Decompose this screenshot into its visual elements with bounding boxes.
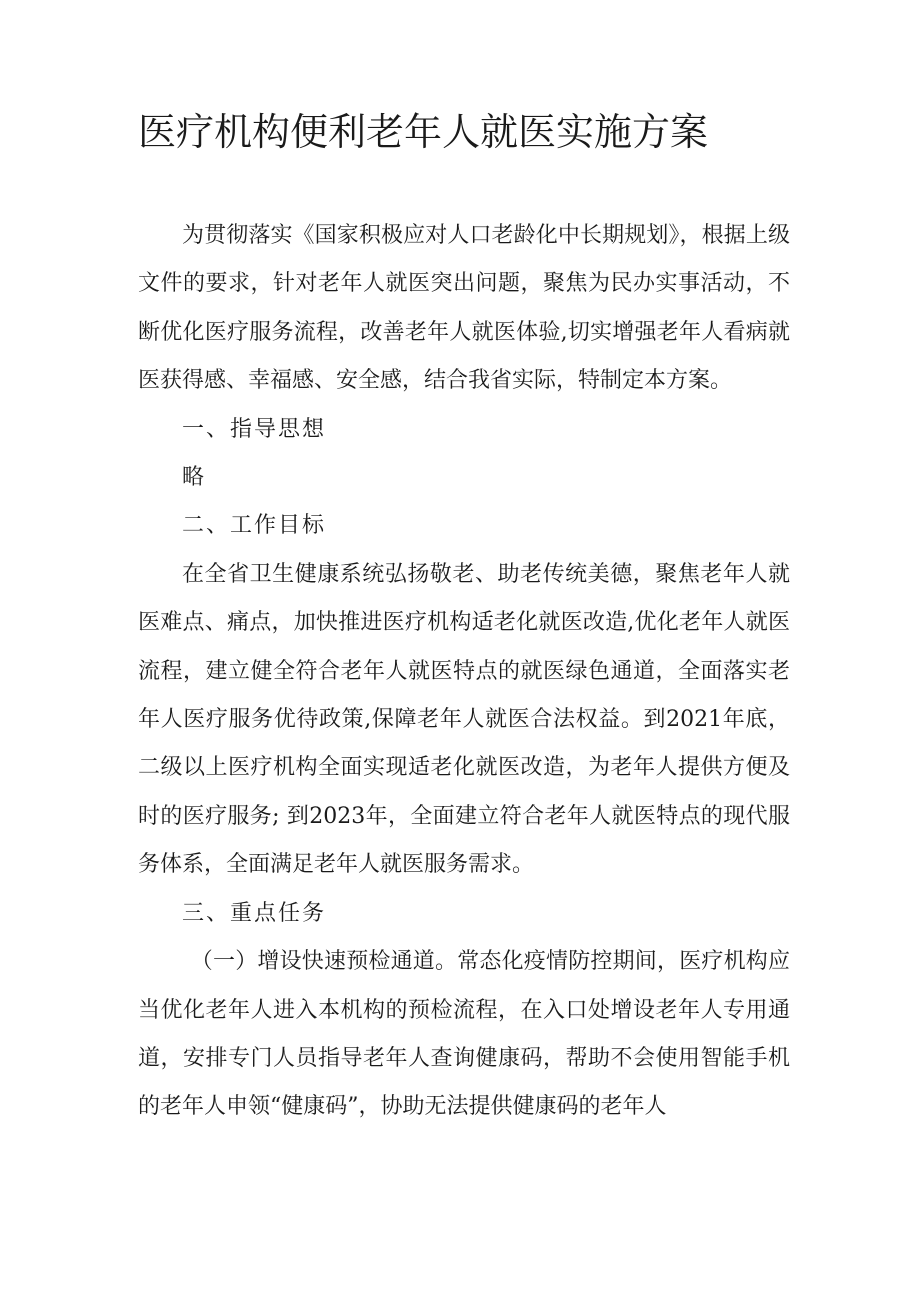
section-heading-key-tasks: 三、重点任务 xyxy=(182,900,327,926)
intro-paragraph: 为贯彻落实《国家积极应对人口老龄化中长期规划》，根据上级文件的要求，针对老年人就医突出问题，聚焦为民办实事活动，不断优化医疗服务流程，改善老年人就医体验,切实增强老年人看病就医获得感、幸福感、安全感，结合我省实际，特制定本方案。 xyxy=(138,223,790,394)
work-goals-paragraph: 在全省卫生健康系统弘扬敬老、助老传统美德，聚焦老年人就医难点、痛点，加快推进医疗机构适老化就医改造,优化老年人就医流程，建立健全符合老年人就医特点的就医绿色通道，全面落实老年人医疗服务优待政策,保障老年人就医合法权益。到2021年底，二级以上医疗机构全面实现适老化就医改造，为老年人提供方便及时的医疗服务; 到2023年，全面建立符合老年人就医特点的现代服务体系，全面满足老年人就医服务需求。 xyxy=(138,561,790,878)
section-heading-work-goals: 二、工作目标 xyxy=(182,513,327,539)
guiding-ideology-content: 略 xyxy=(182,465,205,491)
document-body xyxy=(138,212,790,1132)
key-task-1-paragraph: （一）增设快速预检通道。常态化疫情防控期间，医疗机构应当优化老年人进入本机构的预检流程，在入口处增设老年人专用通道，安排专门人员指导老年人查询健康码，帮助不会使用智能手机的老年人申领“健康码”，协助无法提供健康码的老年人 xyxy=(138,949,790,1120)
section-heading-guiding-ideology: 一、指导思想 xyxy=(182,416,327,442)
document-title: 医疗机构便利老年人就医实施方案 xyxy=(138,110,709,154)
